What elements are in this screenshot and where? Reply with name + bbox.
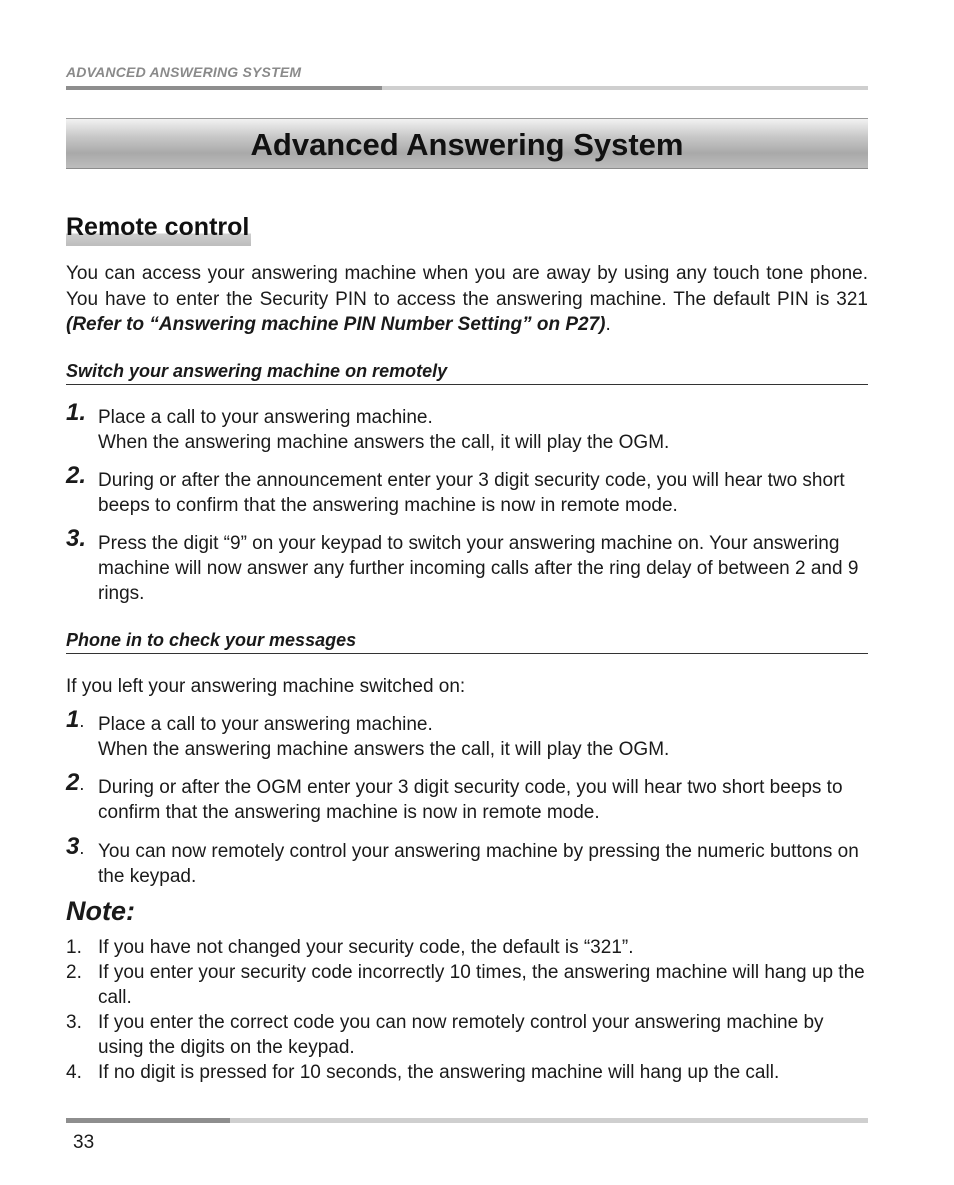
note-text: If you enter your security code incorrectly 10 times, the answering machine will hang up the call. [98, 962, 865, 1008]
intro-text: You can access your answering machine when you are away by using any touch tone phone. You have to enter the Security PIN to access the answering machine. The default PIN is 321 [66, 263, 868, 310]
footer-rule [66, 1118, 868, 1123]
step-text: When the answering machine answers the call, it will play the OGM. [98, 739, 670, 760]
step-number: 1 [66, 706, 80, 733]
running-header: ADVANCED ANSWERING SYSTEM [66, 64, 302, 80]
note-number: 4. [66, 1062, 82, 1083]
phone-in-intro: If you left your answering machine switched on: [66, 676, 466, 697]
note-text: If no digit is pressed for 10 seconds, the answering machine will hang up the call. [98, 1062, 780, 1083]
step-number: 2. [66, 462, 87, 489]
step-number: 3. [66, 525, 87, 552]
note-text: If you have not changed your security code, the default is “321”. [98, 937, 634, 958]
phone-step-3: 3. You can now remotely control your answering machine by pressing the numeric buttons on the keypad. [66, 839, 868, 889]
note-item [66, 960, 868, 1010]
switch-step-2 [66, 462, 868, 518]
switch-step-3 [66, 525, 868, 606]
title-banner [66, 118, 868, 169]
step-text: You can now remotely control your answering machine by pressing the numeric buttons on the keypad. [98, 841, 859, 887]
note-number: 1. [66, 937, 82, 958]
note-title: Note: [66, 896, 135, 926]
note-number: 2. [66, 962, 82, 983]
step-number: 1. [66, 399, 87, 426]
note-number: 3. [66, 1012, 82, 1033]
step-number: 2 [66, 769, 80, 796]
intro-reference: (Refer to “Answering machine PIN Number Setting” on P27) [66, 314, 606, 335]
section-title: Remote control [66, 213, 251, 246]
page-number: 33 [73, 1132, 95, 1153]
intro-paragraph [66, 261, 868, 338]
step-text: During or after the announcement enter your 3 digit security code, you will hear two short beeps to confirm that the answering machine is now in remote mode. [98, 470, 845, 516]
step-text: When the answering machine answers the call, it will play the OGM. [98, 432, 670, 453]
header-rule [66, 86, 868, 90]
page-title: Advanced Answering System [250, 127, 684, 162]
step-text: Press the digit “9” on your keypad to switch your answering machine on. Your answering machine will now answer any further incoming calls after the ring delay of between 2 and 9 rings. [98, 533, 859, 604]
subheading-switch-on: Switch your answering machine on remotely [66, 361, 868, 385]
step-text: During or after the OGM enter your 3 digit security code, you will hear two short beeps to confirm that the answering machine is now in remote mode. [98, 777, 843, 823]
step-number: 3 [66, 833, 80, 860]
note-list [66, 935, 868, 1085]
note-text: If you enter the correct code you can now remotely control your answering machine by using the digits on the keypad. [98, 1012, 824, 1058]
intro-end: . [605, 314, 611, 335]
step-text: Place a call to your answering machine. [98, 407, 433, 428]
note-item [66, 1060, 868, 1085]
phone-step-1: 1. Place a call to your answering machine. When the answering machine answers the call, it will play the OGM. [66, 712, 868, 762]
step-text: Place a call to your answering machine. [98, 714, 433, 735]
subheading-phone-in: Phone in to check your messages [66, 630, 868, 654]
note-item [66, 1010, 868, 1060]
switch-step-1 [66, 399, 868, 455]
note-item [66, 935, 868, 960]
phone-step-2: 2. During or after the OGM enter your 3 digit security code, you will hear two short beeps to confirm that the answering machine is now in remote mode. [66, 775, 868, 825]
